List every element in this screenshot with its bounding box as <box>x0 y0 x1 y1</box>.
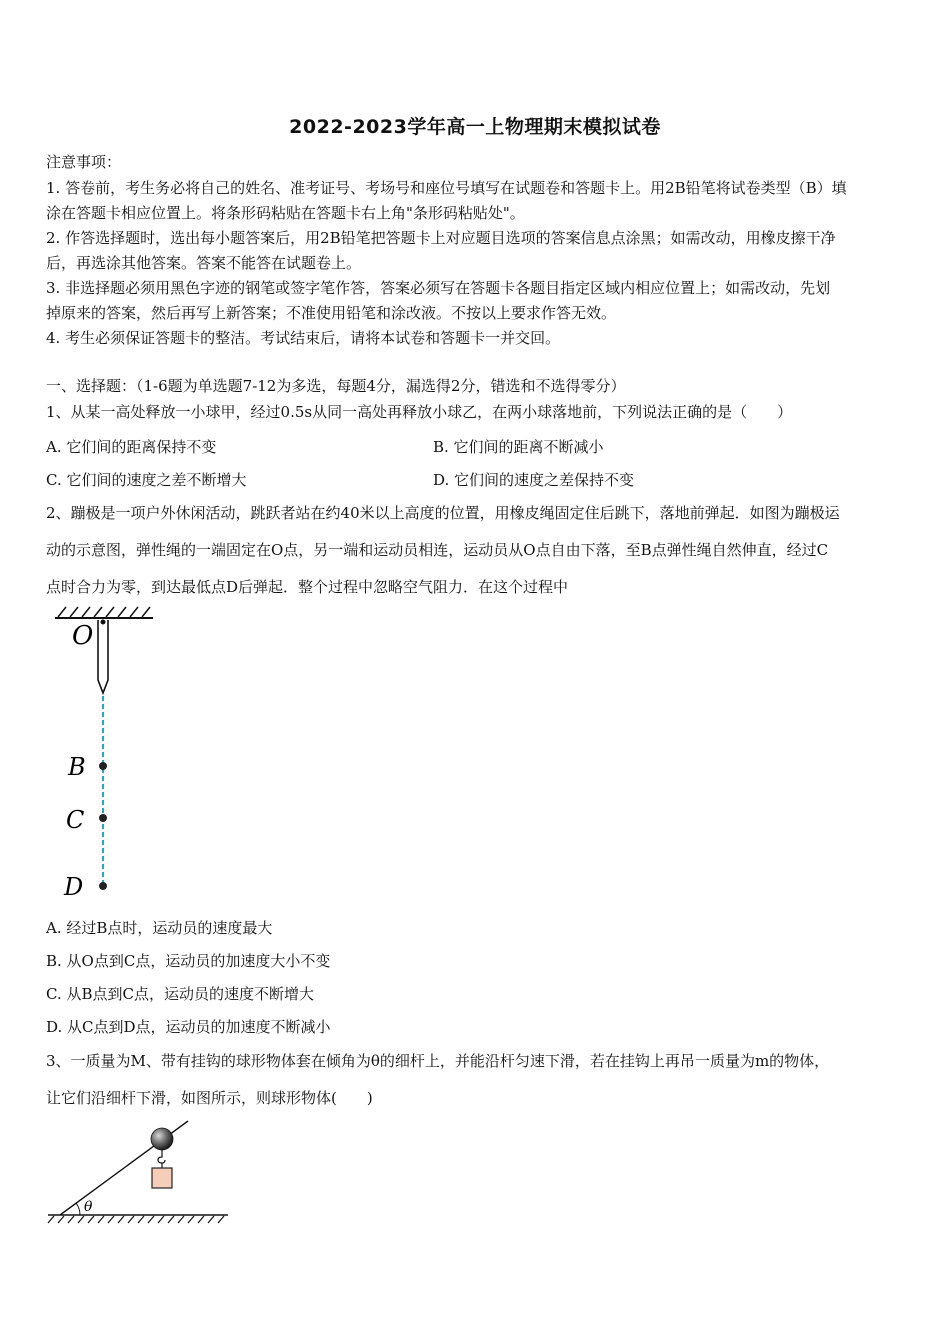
notice-item-4: 4. 考生必须保证答题卡的整洁。考试结束后，请将本试卷和答题卡一并交回。 <box>46 329 561 347</box>
ball <box>151 1128 173 1150</box>
notice-item-3b: 掉原来的答案，然后再写上新答案；不准使用铅笔和涂改液。不按以上要求作答无效。 <box>46 304 617 322</box>
anchor-point <box>101 620 106 625</box>
q2-stem-line1: 2、蹦极是一项户外休闲活动，跳跃者站在约40米以上高度的位置，用橡皮绳固定住后跳下，落地前弹起．如图为蹦极运 <box>46 504 840 522</box>
q1-stem: 1、从某一高处释放一小球甲，经过0.5s从同一高处再释放小球乙，在两小球落地前，下列说法正确的是（ ） <box>46 403 793 421</box>
notice-item-2b: 后，再选涂其他答案。答案不能答在试题卷上。 <box>46 254 362 272</box>
bungee-diagram <box>50 600 160 900</box>
section-heading: 一、选择题：（1-6题为单选题7-12为多选，每题4分，漏选得2分，错选和不选得零分） <box>46 377 626 395</box>
ceiling-hatching <box>58 607 150 617</box>
incline-rod-diagram <box>44 1115 234 1230</box>
q1-option-c: C. 它们间的速度之差不断增大 <box>46 471 247 489</box>
hanging-block <box>152 1168 172 1188</box>
page-title: 2022-2023学年高一上物理期末模拟试卷 <box>289 116 661 138</box>
label-o: O <box>72 621 94 651</box>
ground-hatching <box>48 1216 224 1223</box>
elastic-cord <box>98 620 108 693</box>
notice-item-1a: 1. 答卷前，考生务必将自己的姓名、准考证号、考场号和座位号填写在试题卷和答题卡上。用2B铅笔将试卷类型（B）填 <box>46 179 847 197</box>
q2-option-d: D. 从C点到D点，运动员的加速度不断减小 <box>46 1018 331 1036</box>
angle-arc <box>76 1203 80 1215</box>
notice-item-2a: 2. 作答选择题时，选出每小题答案后，用2B铅笔把答题卡上对应题目选项的答案信息点涂黑；如需改动，用橡皮擦干净 <box>46 229 836 247</box>
notice-item-3a: 3. 非选择题必须用黑色字迹的钢笔或签字笔作答，答案必须写在答题卡各题目指定区域内相应位置上；如需改动，先划 <box>46 279 831 297</box>
q1-option-d: D. 它们间的速度之差保持不变 <box>433 471 635 489</box>
point-b-dot <box>99 762 107 770</box>
notice-heading: 注意事项： <box>46 153 122 171</box>
q1-option-b: B. 它们间的距离不断减小 <box>433 438 604 456</box>
label-d: D <box>64 873 84 900</box>
q2-option-c: C. 从B点到C点，运动员的速度不断增大 <box>46 985 314 1003</box>
label-c: C <box>66 806 85 834</box>
hook <box>158 1150 165 1163</box>
q1-option-a: A. 它们间的距离保持不变 <box>46 438 217 456</box>
q3-stem-line1: 3、一质量为M、带有挂钩的球形物体套在倾角为θ的细杆上，并能沿杆匀速下滑，若在挂钩上再吊一质量为m的物体， <box>46 1052 830 1070</box>
q3-stem-line2: 让它们沿细杆下滑，如图所示，则球形物体( ) <box>46 1089 373 1107</box>
q2-stem-line2: 动的示意图，弹性绳的一端固定在O点，另一端和运动员相连，运动员从O点自由下落，至B点弹性绳自然伸直，经过C <box>46 541 829 559</box>
q2-option-a: A. 经过B点时，运动员的速度最大 <box>46 919 273 937</box>
point-c-dot <box>99 814 107 822</box>
q2-option-b: B. 从O点到C点，运动员的加速度大小不变 <box>46 952 331 970</box>
label-b: B <box>68 753 86 781</box>
q2-stem-line3: 点时合力为零，到达最低点D后弹起．整个过程中忽略空气阻力．在这个过程中 <box>46 578 569 596</box>
point-d-dot <box>99 882 107 890</box>
notice-item-1b: 涂在答题卡相应位置上。将条形码粘贴在答题卡右上角"条形码粘贴处"。 <box>46 204 525 222</box>
angle-theta-label: θ <box>84 1199 93 1215</box>
